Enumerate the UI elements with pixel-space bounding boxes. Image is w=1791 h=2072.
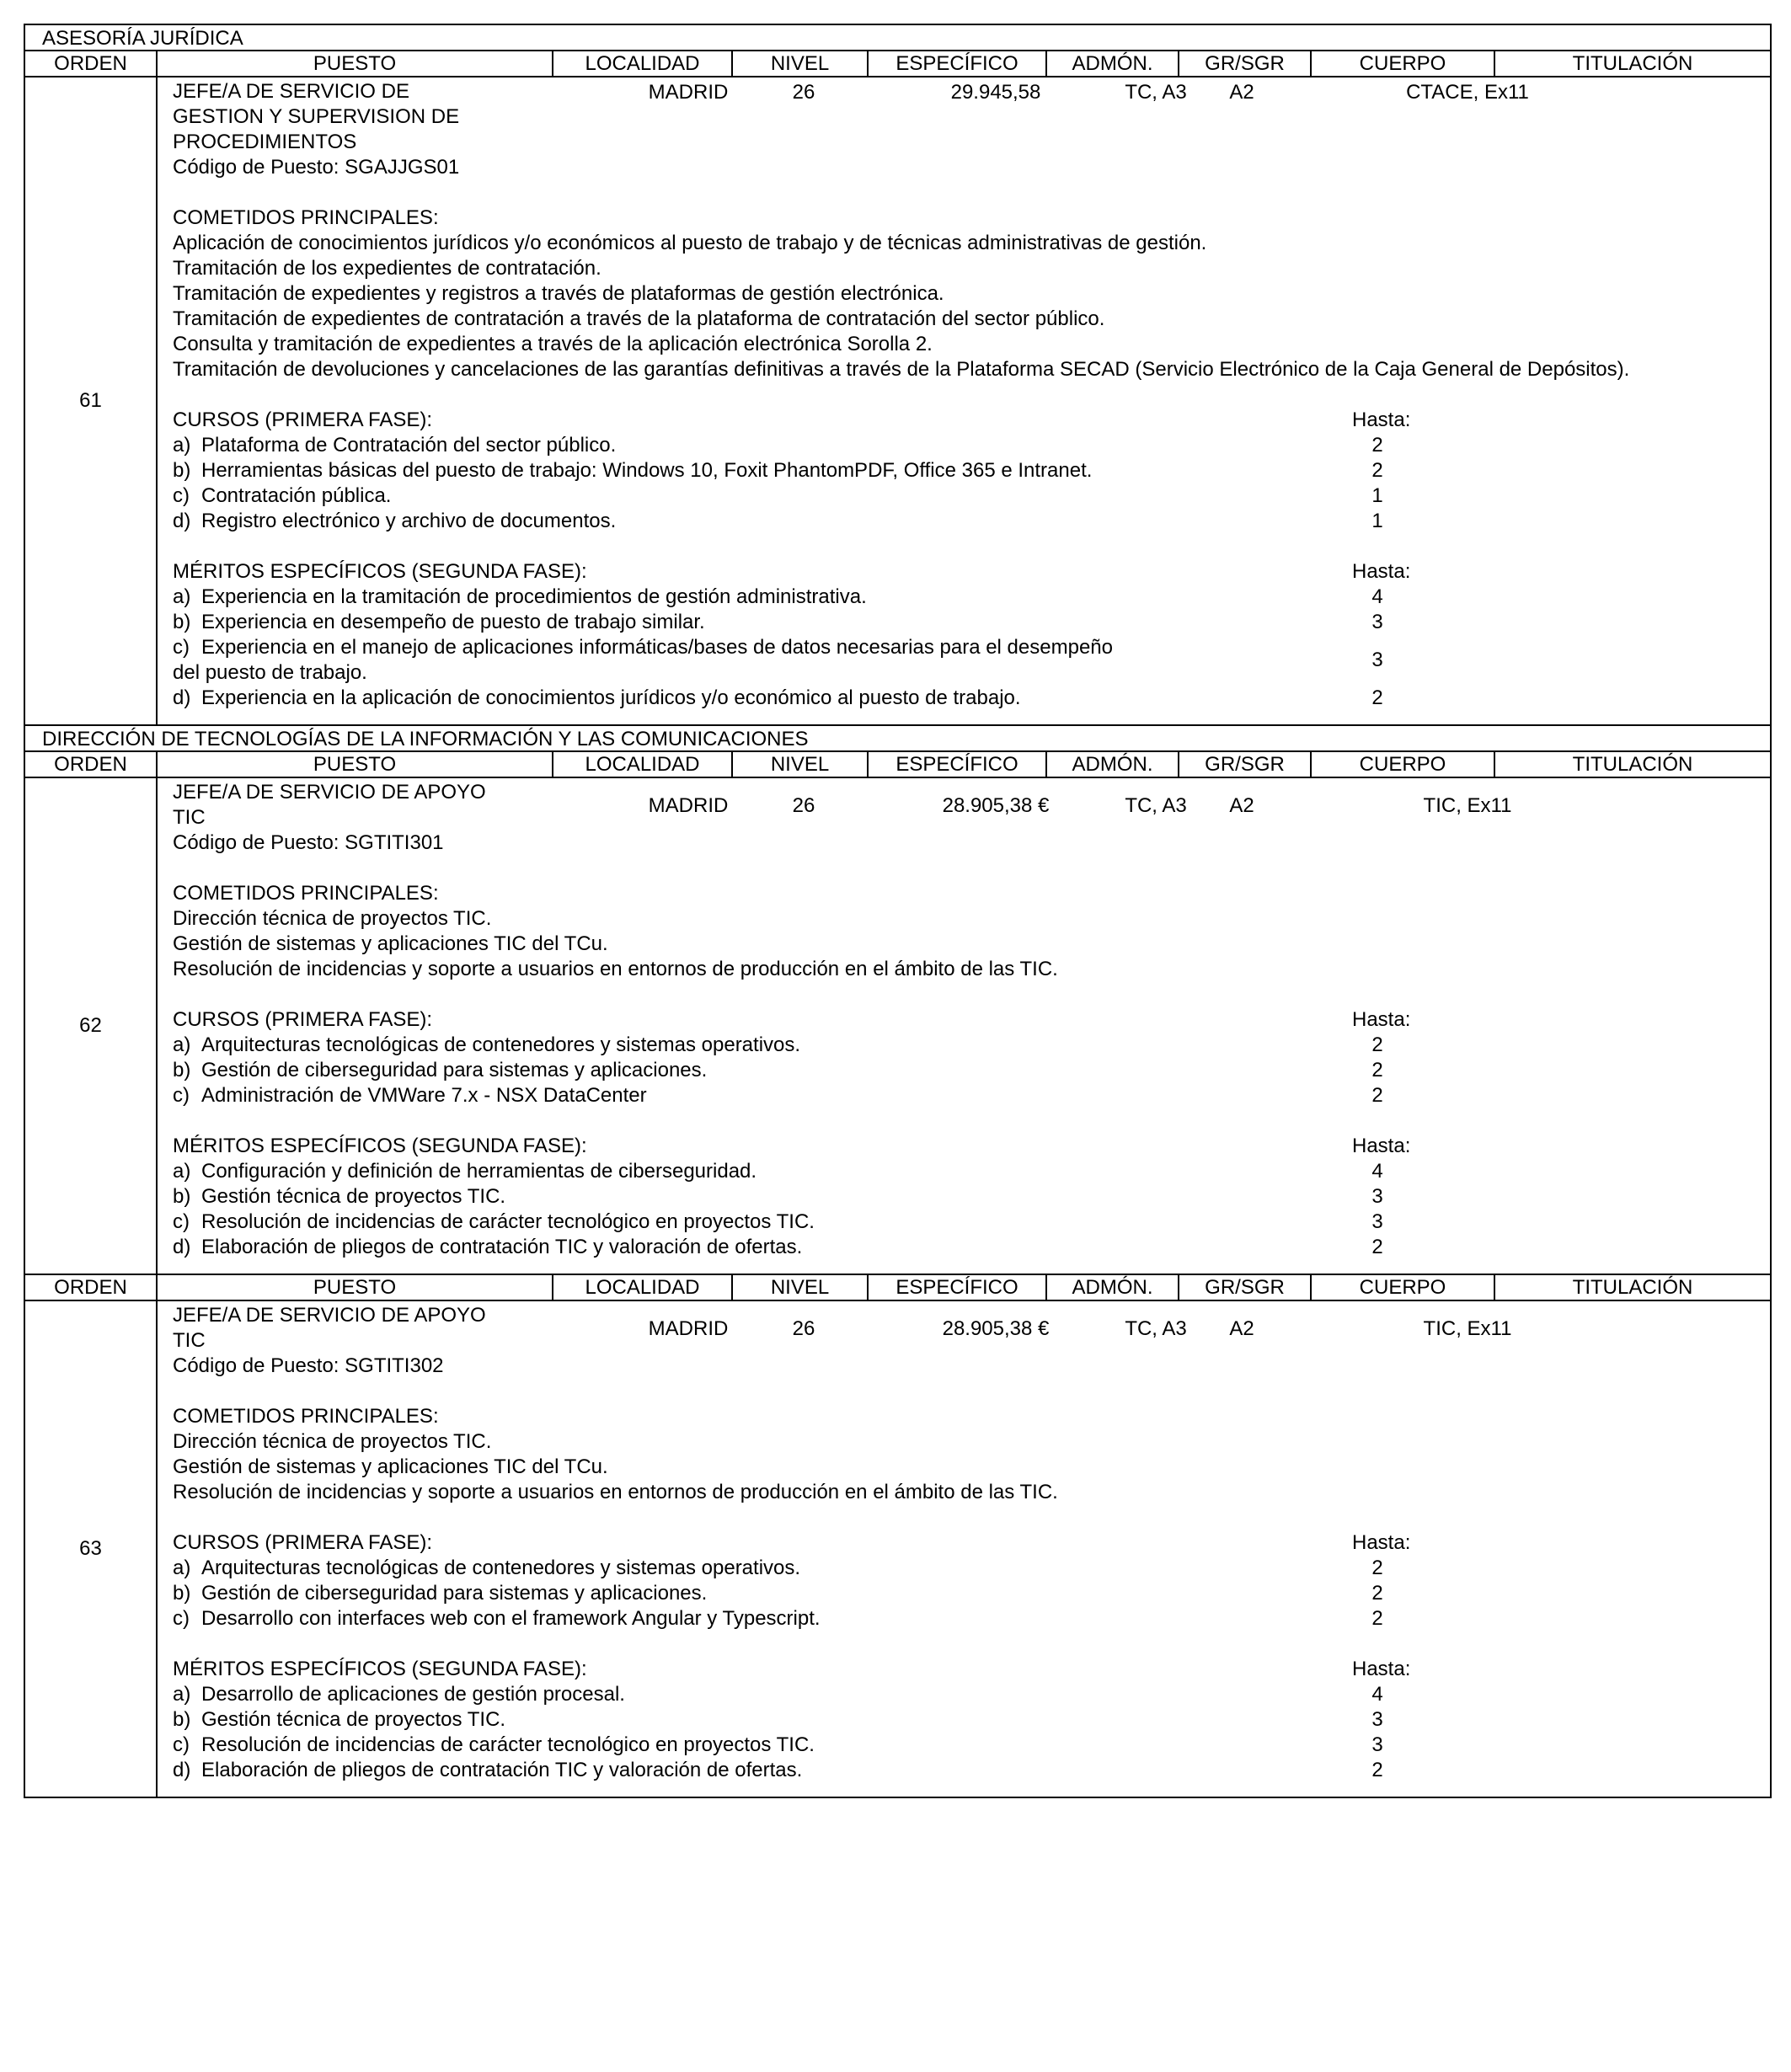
item-label: a) bbox=[173, 1683, 191, 1706]
cometido-item: Gestión de sistemas y aplicaciones TIC del TCu. bbox=[173, 1455, 608, 1478]
item-text-continued: del puesto de trabajo. bbox=[173, 661, 367, 684]
spacer bbox=[173, 1505, 1770, 1530]
job-entry bbox=[25, 1301, 1770, 1797]
hasta-label: Hasta: bbox=[1352, 1531, 1411, 1554]
meta-localidad: MADRID bbox=[648, 81, 729, 104]
item-text: Configuración y definición de herramientas de ciberseguridad. bbox=[201, 1160, 757, 1183]
meta-especifico: 29.945,58 bbox=[950, 81, 1041, 104]
hasta-label: Hasta: bbox=[1352, 1658, 1411, 1680]
curso-text bbox=[173, 483, 1352, 509]
item-points: 2 bbox=[1371, 686, 1383, 709]
curso-item bbox=[173, 1033, 1770, 1058]
item-label: b) bbox=[173, 1582, 191, 1605]
curso-text bbox=[173, 1033, 1352, 1058]
item-text: Gestión de ciberseguridad para sistemas y aplicaciones. bbox=[201, 1059, 708, 1081]
cometido-item: Tramitación de devoluciones y cancelaciones de las garantías definitivas a través de la Plataforma SECAD (Servicio Electrónico de la Caja General de Depósitos). bbox=[173, 358, 1630, 381]
puesto-line: JEFE/A DE SERVICIO DE APOYO bbox=[173, 781, 486, 804]
meta-grsgr: A2 bbox=[1229, 794, 1254, 817]
cursos-title: CURSOS (PRIMERA FASE): bbox=[173, 1531, 433, 1554]
spacer bbox=[173, 982, 1770, 1007]
table-header-row bbox=[25, 51, 1770, 77]
curso-text bbox=[173, 1556, 1352, 1581]
item-text: Experiencia en desempeño de puesto de trabajo similar. bbox=[201, 611, 705, 633]
merito-text bbox=[173, 610, 1352, 635]
meta-especifico: 28.905,38 € bbox=[942, 794, 1050, 817]
column-header: LOCALIDAD bbox=[553, 51, 733, 76]
column-header: ESPECÍFICO bbox=[869, 752, 1047, 777]
table-header-row bbox=[25, 1275, 1770, 1301]
meta-nivel: 26 bbox=[792, 1317, 815, 1340]
puesto-line: TIC bbox=[173, 806, 206, 829]
item-label: d) bbox=[173, 510, 191, 532]
item-label: b) bbox=[173, 1708, 191, 1731]
meritos-title: MÉRITOS ESPECÍFICOS (SEGUNDA FASE): bbox=[173, 560, 587, 583]
merito-text bbox=[173, 1758, 1352, 1783]
merito-text bbox=[173, 585, 1352, 610]
meritos-title: MÉRITOS ESPECÍFICOS (SEGUNDA FASE): bbox=[173, 1658, 587, 1680]
item-points: 3 bbox=[1371, 1185, 1383, 1208]
column-header: TITULACIÓN bbox=[1572, 1276, 1693, 1299]
cursos-heading bbox=[173, 1007, 1770, 1033]
table-header-row bbox=[25, 752, 1770, 778]
hasta-label: Hasta: bbox=[1352, 1135, 1411, 1157]
curso-item bbox=[173, 1556, 1770, 1581]
puesto-line: PROCEDIMIENTOS bbox=[173, 131, 357, 153]
meta-grsgr: A2 bbox=[1229, 81, 1254, 104]
merito-item bbox=[173, 1235, 1770, 1260]
puesto-line: JEFE/A DE SERVICIO DE APOYO bbox=[173, 1304, 486, 1327]
column-header: ORDEN bbox=[25, 1275, 158, 1300]
item-points: 3 bbox=[1371, 611, 1383, 633]
column-header: PUESTO bbox=[158, 51, 553, 76]
column-header: NIVEL bbox=[733, 51, 869, 76]
item-label: d) bbox=[173, 1236, 191, 1258]
item-label: c) bbox=[173, 484, 190, 507]
section-block bbox=[24, 1275, 1772, 1798]
item-label: b) bbox=[173, 459, 191, 482]
item-points: 2 bbox=[1371, 459, 1383, 482]
item-text: Plataforma de Contratación del sector público. bbox=[201, 434, 617, 457]
job-content bbox=[158, 77, 1770, 724]
meta-nivel: 26 bbox=[792, 81, 815, 104]
item-points: 2 bbox=[1371, 1607, 1383, 1630]
curso-item bbox=[173, 1083, 1770, 1108]
job-entry bbox=[25, 77, 1770, 724]
item-label: c) bbox=[173, 1084, 190, 1107]
merito-item bbox=[173, 686, 1770, 711]
column-header: TITULACIÓN bbox=[1572, 753, 1693, 776]
merito-item bbox=[173, 1758, 1770, 1783]
item-text: Experiencia en la tramitación de procedimientos de gestión administrativa. bbox=[201, 585, 867, 608]
item-text: Resolución de incidencias de carácter tecnológico en proyectos TIC. bbox=[201, 1210, 815, 1233]
cometidos-title: COMETIDOS PRINCIPALES: bbox=[173, 1405, 439, 1428]
column-header: ADMÓN. bbox=[1047, 1275, 1179, 1300]
codigo-puesto: Código de Puesto: SGTITI302 bbox=[173, 1354, 444, 1377]
item-label: c) bbox=[173, 1733, 190, 1756]
item-label: d) bbox=[173, 1759, 191, 1781]
item-text: Gestión técnica de proyectos TIC. bbox=[201, 1708, 506, 1731]
item-text: Herramientas básicas del puesto de trabajo: Windows 10, Foxit PhantomPDF, Office 365 e Intranet. bbox=[201, 459, 1093, 482]
item-text: Administración de VMWare 7.x - NSX DataCenter bbox=[201, 1084, 647, 1107]
spacer bbox=[173, 180, 1770, 206]
cometido-item: Gestión de sistemas y aplicaciones TIC del TCu. bbox=[173, 932, 608, 955]
item-text: Gestión de ciberseguridad para sistemas y aplicaciones. bbox=[201, 1582, 708, 1605]
column-header: CUERPO bbox=[1312, 51, 1495, 76]
puesto-line: JEFE/A DE SERVICIO DE bbox=[173, 80, 409, 103]
meta-admon: TC, A3 bbox=[1125, 81, 1187, 104]
merito-text bbox=[173, 1210, 1352, 1235]
merito-item bbox=[173, 585, 1770, 610]
merito-text bbox=[173, 1159, 1352, 1184]
orden-number: 62 bbox=[25, 778, 158, 1274]
column-header: NIVEL bbox=[733, 752, 869, 777]
puesto-name bbox=[173, 780, 535, 830]
curso-text bbox=[173, 1581, 1352, 1606]
orden-number: 63 bbox=[25, 1301, 158, 1797]
merito-item bbox=[173, 1733, 1770, 1758]
cometido-item: Resolución de incidencias y soporte a usuarios en entornos de producción en el ámbito de las TIC. bbox=[173, 958, 1058, 980]
item-points: 1 bbox=[1371, 510, 1383, 532]
cursos-title: CURSOS (PRIMERA FASE): bbox=[173, 1008, 433, 1031]
merito-text bbox=[173, 1707, 1352, 1733]
meta-admon: TC, A3 bbox=[1125, 794, 1187, 817]
item-points: 2 bbox=[1371, 1059, 1383, 1081]
cometido-item: Aplicación de conocimientos jurídicos y/o económicos al puesto de trabajo y de técnicas administrativas de gestión. bbox=[173, 232, 1207, 254]
curso-item bbox=[173, 509, 1770, 534]
column-header: CUERPO bbox=[1312, 1275, 1495, 1300]
cometidos-title: COMETIDOS PRINCIPALES: bbox=[173, 882, 439, 905]
column-header: GR/SGR bbox=[1179, 51, 1312, 76]
item-points: 2 bbox=[1371, 1582, 1383, 1605]
item-label: a) bbox=[173, 1557, 191, 1579]
curso-text bbox=[173, 1058, 1352, 1083]
column-header: NIVEL bbox=[733, 1275, 869, 1300]
puesto-name bbox=[173, 79, 535, 155]
cometido-item: Resolución de incidencias y soporte a usuarios en entornos de producción en el ámbito de las TIC. bbox=[173, 1481, 1058, 1503]
column-header: PUESTO bbox=[158, 1275, 553, 1300]
merito-line bbox=[173, 635, 1352, 660]
curso-text bbox=[173, 433, 1352, 458]
hasta-label: Hasta: bbox=[1352, 409, 1411, 431]
item-text: Desarrollo de aplicaciones de gestión procesal. bbox=[201, 1683, 625, 1706]
cometido-item: Tramitación de expedientes y registros a través de plataformas de gestión electrónica. bbox=[173, 282, 944, 305]
cometido-item: Consulta y tramitación de expedientes a través de la aplicación electrónica Sorolla 2. bbox=[173, 333, 933, 355]
meta-grsgr: A2 bbox=[1229, 1317, 1254, 1340]
section-block bbox=[24, 24, 1772, 726]
item-text: Elaboración de pliegos de contratación TIC y valoración de ofertas. bbox=[201, 1759, 803, 1781]
job-entry bbox=[25, 778, 1770, 1274]
item-label: a) bbox=[173, 1160, 191, 1183]
column-header: ADMÓN. bbox=[1047, 51, 1179, 76]
orden-number: 61 bbox=[25, 77, 158, 724]
curso-item bbox=[173, 1606, 1770, 1631]
merito-item bbox=[173, 1707, 1770, 1733]
item-text: Gestión técnica de proyectos TIC. bbox=[201, 1185, 506, 1208]
meta-admon: TC, A3 bbox=[1125, 1317, 1187, 1340]
puesto-line: GESTION Y SUPERVISION DE bbox=[173, 105, 460, 128]
item-label: c) bbox=[173, 1607, 190, 1630]
curso-item bbox=[173, 1581, 1770, 1606]
curso-item bbox=[173, 483, 1770, 509]
spacer bbox=[173, 1108, 1770, 1134]
item-text: Experiencia en la aplicación de conocimientos jurídicos y/o económico al puesto de trabajo. bbox=[201, 686, 1021, 709]
cometidos-title: COMETIDOS PRINCIPALES: bbox=[173, 206, 439, 229]
item-text: Experiencia en el manejo de aplicaciones informáticas/bases de datos necesarias para el desempeño bbox=[201, 636, 1113, 659]
meta-cuerpo: TIC, Ex11 bbox=[1423, 794, 1512, 817]
item-points: 2 bbox=[1371, 1236, 1383, 1258]
cursos-heading bbox=[173, 1530, 1770, 1556]
item-label: c) bbox=[173, 1210, 190, 1233]
spacer bbox=[173, 534, 1770, 559]
curso-text bbox=[173, 1083, 1352, 1108]
meritos-heading bbox=[173, 1657, 1770, 1682]
merito-item bbox=[173, 1682, 1770, 1707]
puesto-name bbox=[173, 1303, 535, 1354]
curso-item bbox=[173, 1058, 1770, 1083]
item-text: Elaboración de pliegos de contratación TIC y valoración de ofertas. bbox=[201, 1236, 803, 1258]
item-points: 3 bbox=[1371, 1733, 1383, 1756]
puesto-line: TIC bbox=[173, 1329, 206, 1352]
column-header: PUESTO bbox=[158, 752, 553, 777]
curso-text bbox=[173, 1606, 1352, 1631]
meta-localidad: MADRID bbox=[648, 1317, 729, 1340]
column-header: ADMÓN. bbox=[1047, 752, 1179, 777]
item-label: b) bbox=[173, 611, 191, 633]
item-text: Contratación pública. bbox=[201, 484, 392, 507]
item-points: 2 bbox=[1371, 1557, 1383, 1579]
meritos-title: MÉRITOS ESPECÍFICOS (SEGUNDA FASE): bbox=[173, 1135, 587, 1157]
curso-text bbox=[173, 458, 1352, 483]
item-points: 2 bbox=[1371, 1759, 1383, 1781]
item-text: Arquitecturas tecnológicas de contenedores y sistemas operativos. bbox=[201, 1557, 801, 1579]
merito-text bbox=[173, 1733, 1352, 1758]
merito-text bbox=[173, 635, 1352, 686]
item-points: 3 bbox=[1371, 1210, 1383, 1233]
item-label: a) bbox=[173, 434, 191, 457]
column-header: ORDEN bbox=[25, 51, 158, 76]
codigo-puesto: Código de Puesto: SGAJJGS01 bbox=[173, 156, 460, 179]
item-label: b) bbox=[173, 1185, 191, 1208]
merito-item bbox=[173, 1184, 1770, 1210]
merito-text bbox=[173, 1682, 1352, 1707]
document bbox=[24, 24, 1772, 1798]
job-content bbox=[158, 778, 1770, 1274]
item-points: 1 bbox=[1371, 484, 1383, 507]
item-points: 2 bbox=[1371, 1033, 1383, 1056]
meta-especifico: 28.905,38 € bbox=[942, 1317, 1050, 1340]
column-header: ESPECÍFICO bbox=[869, 51, 1047, 76]
item-points: 2 bbox=[1371, 434, 1383, 457]
spacer bbox=[173, 1379, 1770, 1404]
hasta-label: Hasta: bbox=[1352, 1008, 1411, 1031]
spacer bbox=[173, 382, 1770, 408]
merito-item bbox=[173, 635, 1770, 686]
item-points: 3 bbox=[1371, 1708, 1383, 1731]
cometido-item: Dirección técnica de proyectos TIC. bbox=[173, 1430, 492, 1453]
item-points: 3 bbox=[1371, 649, 1383, 671]
merito-text bbox=[173, 1184, 1352, 1210]
item-text: Resolución de incidencias de carácter tecnológico en proyectos TIC. bbox=[201, 1733, 815, 1756]
column-header: ESPECÍFICO bbox=[869, 1275, 1047, 1300]
column-header: GR/SGR bbox=[1179, 752, 1312, 777]
curso-item bbox=[173, 458, 1770, 483]
item-text: Desarrollo con interfaces web con el framework Angular y Typescript. bbox=[201, 1607, 821, 1630]
item-points: 4 bbox=[1371, 1160, 1383, 1183]
merito-item bbox=[173, 610, 1770, 635]
meta-cuerpo: CTACE, Ex11 bbox=[1406, 81, 1529, 104]
cometido-item: Tramitación de los expedientes de contratación. bbox=[173, 257, 601, 280]
item-points: 4 bbox=[1371, 585, 1383, 608]
section-block bbox=[24, 726, 1772, 1275]
meritos-heading bbox=[173, 1134, 1770, 1159]
cursos-title: CURSOS (PRIMERA FASE): bbox=[173, 409, 433, 431]
item-label: a) bbox=[173, 1033, 191, 1056]
cometido-item: Dirección técnica de proyectos TIC. bbox=[173, 907, 492, 930]
spacer bbox=[173, 856, 1770, 881]
item-text: Registro electrónico y archivo de documentos. bbox=[201, 510, 617, 532]
meta-nivel: 26 bbox=[792, 794, 815, 817]
column-header: TITULACIÓN bbox=[1572, 52, 1693, 75]
job-content bbox=[158, 1301, 1770, 1797]
codigo-puesto: Código de Puesto: SGTITI301 bbox=[173, 831, 444, 854]
section-title: ASESORÍA JURÍDICA bbox=[25, 25, 1770, 51]
curso-text bbox=[173, 509, 1352, 534]
column-header: LOCALIDAD bbox=[553, 752, 733, 777]
spacer bbox=[173, 1631, 1770, 1657]
column-header: LOCALIDAD bbox=[553, 1275, 733, 1300]
column-header: CUERPO bbox=[1312, 752, 1495, 777]
item-points: 2 bbox=[1371, 1084, 1383, 1107]
merito-item bbox=[173, 1210, 1770, 1235]
meritos-heading bbox=[173, 559, 1770, 585]
column-header: ORDEN bbox=[25, 752, 158, 777]
cometido-item: Tramitación de expedientes de contratación a través de la plataforma de contratación del sector público. bbox=[173, 307, 1105, 330]
item-points: 4 bbox=[1371, 1683, 1383, 1706]
meta-cuerpo: TIC, Ex11 bbox=[1423, 1317, 1512, 1340]
meta-localidad: MADRID bbox=[648, 794, 729, 817]
item-label: d) bbox=[173, 686, 191, 709]
item-label: b) bbox=[173, 1059, 191, 1081]
merito-text bbox=[173, 1235, 1352, 1260]
section-title: DIRECCIÓN DE TECNOLOGÍAS DE LA INFORMACIÓN Y LAS COMUNICACIONES bbox=[25, 726, 1770, 752]
column-header: GR/SGR bbox=[1179, 1275, 1312, 1300]
hasta-label: Hasta: bbox=[1352, 560, 1411, 583]
item-label: a) bbox=[173, 585, 191, 608]
item-text: Arquitecturas tecnológicas de contenedores y sistemas operativos. bbox=[201, 1033, 801, 1056]
merito-item bbox=[173, 1159, 1770, 1184]
merito-text bbox=[173, 686, 1352, 711]
cursos-heading bbox=[173, 408, 1770, 433]
curso-item bbox=[173, 433, 1770, 458]
item-label: c) bbox=[173, 636, 190, 659]
